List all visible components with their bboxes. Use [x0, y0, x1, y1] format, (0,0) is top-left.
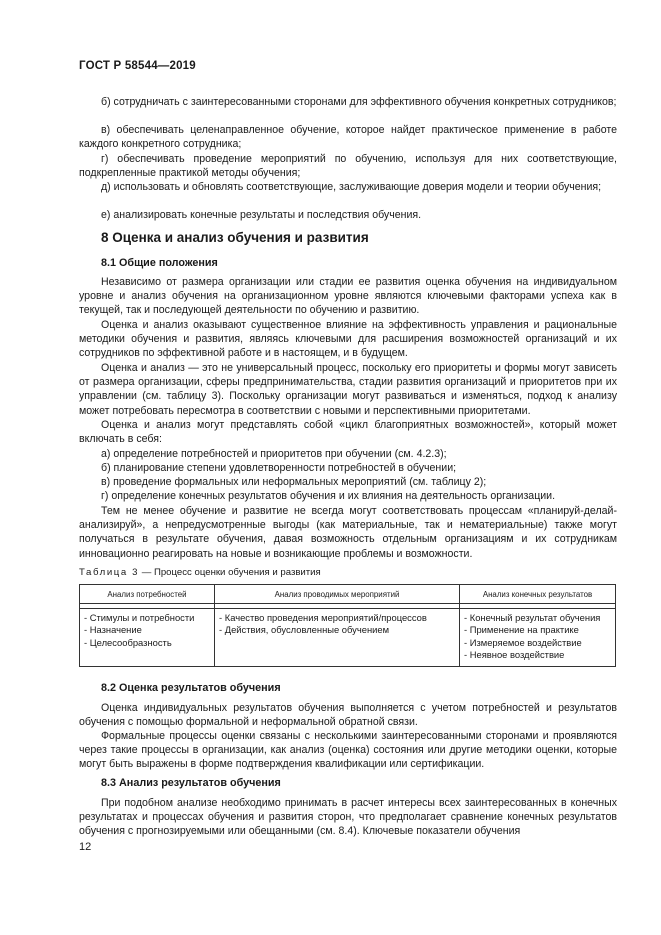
intro-item-e: е) анализировать конечные результаты и последствия обучения.: [101, 209, 422, 221]
intro-item-v: в) обеспечивать целенаправленное обучение, которое найдет практическое применение в работе каждого конкретного сотрудника;: [79, 124, 617, 151]
table-3: [79, 584, 616, 667]
table-3-caption-text: — Процесс оценки обучения и развития: [139, 567, 321, 578]
table-cell-item: - Неявное воздействие: [464, 649, 565, 661]
table-cell-item: - Назначение: [84, 624, 142, 636]
table-cell-item: - Конечный результат обучения: [464, 612, 601, 623]
table-header-activities: Анализ проводимых мероприятий: [215, 585, 460, 604]
table-header-needs: Анализ потребностей: [80, 585, 215, 604]
section-heading-8: 8 Оценка и анализ обучения и развития: [101, 230, 369, 245]
intro-item-b: б) сотрудничать с заинтересованными сторонами для эффективного обучения конкретных сотрудников;: [101, 96, 617, 108]
table-cell-item: - Стимулы и потребности: [84, 612, 195, 623]
table-cell-item: - Целесообразность: [84, 636, 172, 648]
table-cell-item: - Применение на практике: [464, 624, 579, 636]
list-item-a: а) определение потребностей и приоритетов при обучении (см. 4.2.3);: [101, 448, 447, 460]
table-cell-needs: [80, 609, 215, 667]
page-number: 12: [79, 841, 92, 853]
table-cell-activities: [215, 609, 460, 667]
table-3-caption-label: Таблица 3: [79, 567, 140, 578]
list-item-b: б) планирование степени удовлетворенности потребностей в обучении;: [101, 462, 457, 474]
table-row: [80, 609, 616, 667]
paragraph-8-1-2: Оценка и анализ оказывают существенное влияние на эффективность управления и рациональные методики обучения и развития, являясь ключевыми для расширения возможностей организаций и их сотрудников по эффективной работе и в настоящем, и в будущем.: [79, 319, 617, 360]
document-header: ГОСТ Р 58544—2019: [79, 60, 196, 72]
paragraph-8-2-2: Формальные процессы оценки связаны с несколькими заинтересованными сторонами и проявляются через такие процессы в организации, как анализ (оценка) состояния или другие методики оценки, которые могут быть выражены в форме подтверждения квалификации или сертификации.: [79, 730, 617, 771]
paragraph-8-1-5: Тем не менее обучение и развитие не всегда могут соответствовать процессам «планируй-делай-анализируй», а непредусмотренные выгоды (как материальные, так и нематериальные) также могут получаться в результате обучения, давая возможность отдельным организациям и их сотрудникам инновационно реагировать на новые и возникающие проблемы и возможности.: [79, 505, 617, 560]
table-header-results: Анализ конечных результатов: [460, 585, 616, 604]
intro-item-g: г) обеспечивать проведение мероприятий по обучению, используя для них соответствующие, подкрепленные практикой методы обучения;: [79, 153, 617, 180]
paragraph-8-1-3: Оценка и анализ — это не универсальный процесс, поскольку его приоритеты и формы могут зависеть от размера организации, сферы предпринимательства, стадии развития организаций и приоритетов при их управлении (см. таблицу 3). Поскольку организации могут развиваться и изменяться, подход к анализу может потребовать пересмотра в соответствии с новыми и перспективными приоритетами.: [79, 362, 617, 417]
paragraph-8-1-4: Оценка и анализ могут представлять собой «цикл благоприятных возможностей», который может включать в себя:: [79, 419, 617, 446]
paragraph-8-1-1: Независимо от размера организации или стадии ее развития оценка обучения на индивидуальном уровне и анализ обучения на организационном уровне являются ключевыми факторами успеха как в текущей, так и последующей деятельности по обучению и развитию.: [79, 276, 617, 317]
table-3-caption: [79, 567, 321, 578]
table-cell-item: - Действия, обусловленные обучением: [219, 624, 390, 636]
table-cell-item: - Измеряемое воздействие: [464, 636, 582, 648]
table-cell-results: [460, 609, 616, 667]
list-item-v: в) проведение формальных или неформальных мероприятий (см. таблицу 2);: [101, 476, 487, 488]
table-cell-item: - Качество проведения мероприятий/процессов: [219, 612, 427, 623]
subsection-heading-8-1: 8.1 Общие положения: [101, 257, 218, 269]
subsection-heading-8-2: 8.2 Оценка результатов обучения: [101, 682, 281, 694]
paragraph-8-2-1: Оценка индивидуальных результатов обучения выполняется с учетом потребностей и результатов обучения с помощью формальной и неформальной обратной связи.: [79, 702, 617, 729]
intro-item-d: д) использовать и обновлять соответствующие, заслуживающие доверия модели и теории обучения;: [101, 181, 602, 193]
list-item-g: г) определение конечных результатов обучения и их влияния на деятельность организации.: [101, 490, 556, 502]
subsection-heading-8-3: 8.3 Анализ результатов обучения: [101, 777, 281, 789]
paragraph-8-3-1: При подобном анализе необходимо принимать в расчет интересы всех заинтересованных в конечных результатах и процессах обучения и развития сторон, что предполагает сравнение конечных результатов обучения с прогнозируемыми или обещанными (см. 8.4). Ключевые показатели обучения: [79, 797, 617, 838]
